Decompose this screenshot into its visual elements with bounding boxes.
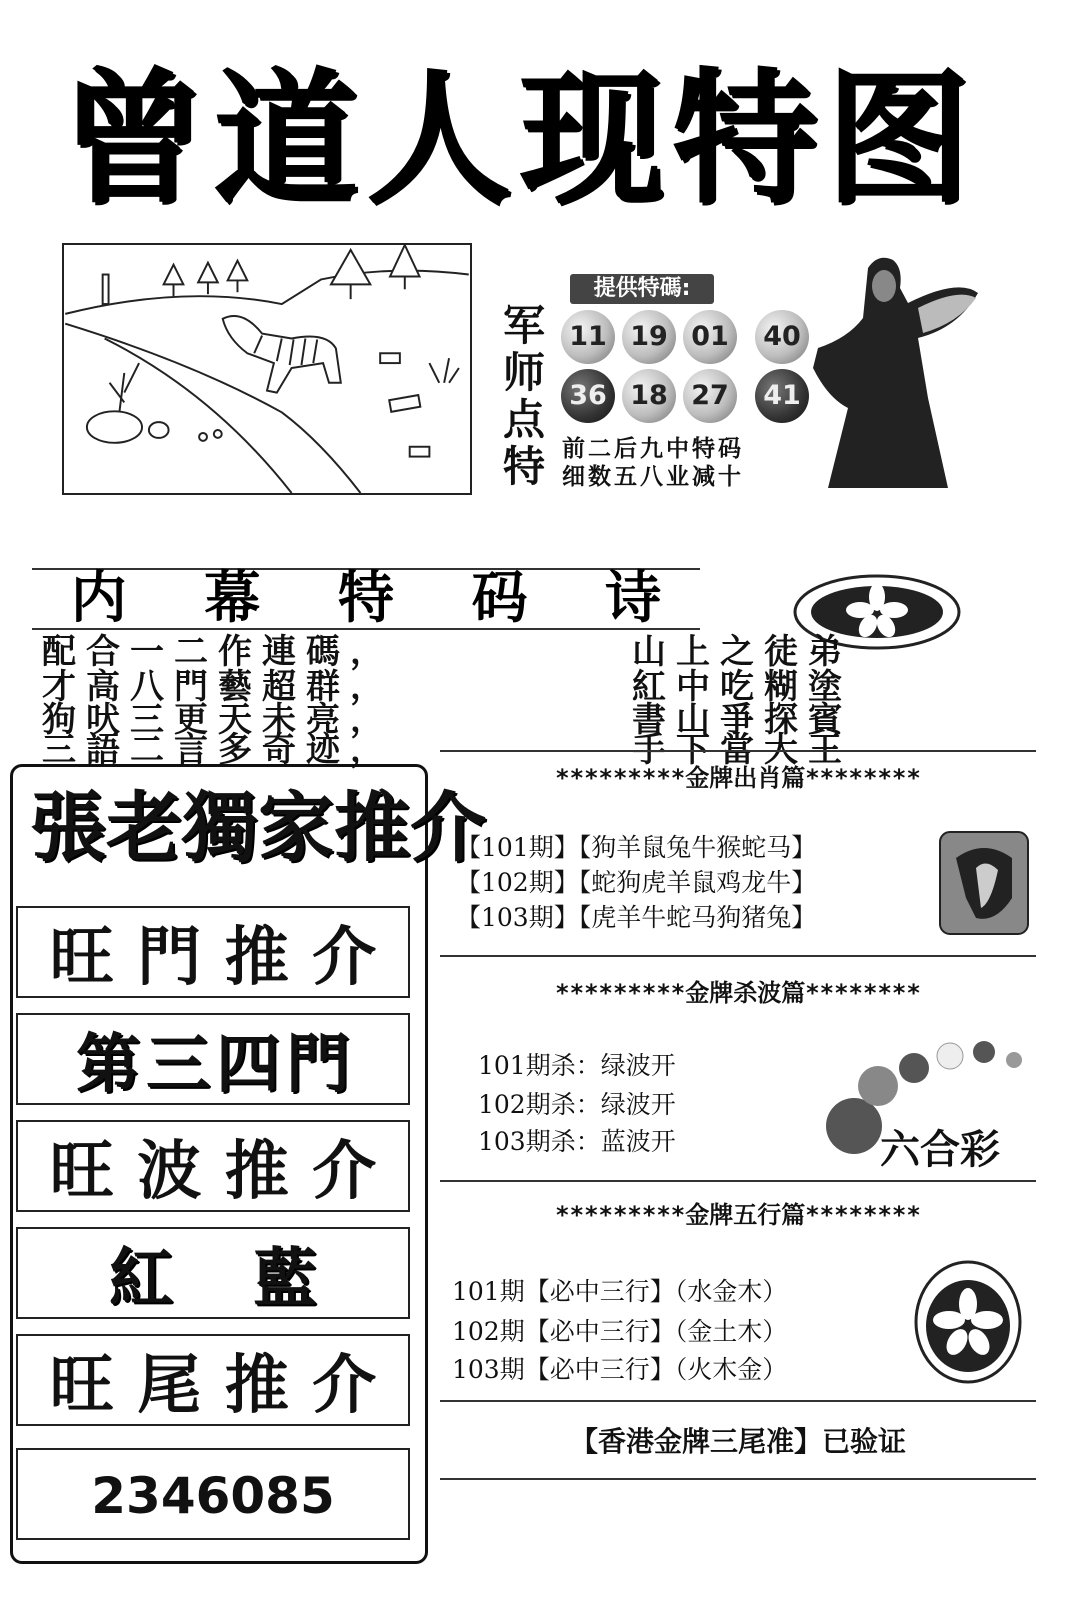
box-char: 介	[312, 1349, 377, 1423]
number-ball: 41	[755, 369, 809, 423]
elephant-icon	[936, 828, 1032, 938]
zodiac-line: 【101期】【狗羊鼠兔牛猴蛇马】	[456, 833, 817, 862]
number-ball: 36	[561, 369, 615, 423]
number-ball: 11	[561, 310, 615, 364]
element-line: 103期【必中三行】（火木金）	[452, 1355, 788, 1384]
zodiac-line: 【103期】【虎羊牛蛇马狗猪兔】	[456, 903, 817, 932]
provide-label: 提供特碼:	[570, 274, 714, 304]
section3-header: *********金牌五行篇********	[555, 1201, 921, 1229]
poem-line-right: 紅中吃糊塗	[632, 667, 852, 707]
recommend-box	[16, 906, 410, 998]
vertical-char: 师	[502, 348, 545, 397]
number-ball: 19	[622, 310, 676, 364]
poem-title-char: 内	[70, 566, 127, 631]
left-panel-title: 張老獨家推介	[30, 783, 486, 872]
poem-line-left: 狗吠三更天未亮，	[42, 700, 394, 740]
box-char: 波	[137, 1135, 202, 1209]
element-line: 101期【必中三行】（水金木）	[452, 1277, 788, 1306]
recommend-box	[16, 1227, 410, 1319]
hint-line: 前二后九中特码	[562, 436, 744, 462]
box-char: 推	[224, 1349, 289, 1423]
bauhinia-emblem-icon	[913, 1258, 1023, 1386]
poem-line-right: 書山爭探賓	[632, 700, 852, 740]
box-char: 第	[76, 1028, 140, 1102]
section1-header: *********金牌出肖篇********	[555, 764, 921, 792]
box-char: 推	[224, 921, 289, 995]
number-ball: 40	[755, 310, 809, 364]
box-char: 旺	[49, 1135, 114, 1209]
recommend-box	[16, 1334, 410, 1426]
box-char: 推	[224, 1135, 289, 1209]
footer-text: 【香港金牌三尾准】已验证	[569, 1425, 906, 1458]
poem-title-char: 诗	[605, 566, 662, 631]
box-char: 三	[146, 1028, 210, 1102]
box-char: 介	[312, 1135, 377, 1209]
vertical-char: 特	[502, 442, 545, 491]
section-header-box	[440, 750, 1036, 810]
box-char: 介	[312, 921, 377, 995]
element-line: 102期【必中三行】（金土木）	[452, 1317, 788, 1346]
vertical-char: 点	[502, 395, 545, 444]
poem-title-char: 特	[337, 566, 394, 631]
vertical-char: 军	[502, 301, 545, 350]
box-char: 旺	[49, 921, 114, 995]
poem-line-left: 三語二言多奇迹，	[42, 730, 394, 770]
wave-line: 102期杀：绿波开	[478, 1090, 676, 1119]
poem-line-left: 配合一二作連碼，	[42, 632, 394, 672]
box-char: 門	[286, 1028, 350, 1102]
box-char: 旺	[49, 1349, 114, 1423]
wave-line: 103期杀：蓝波开	[478, 1127, 676, 1156]
number-ball: 18	[622, 369, 676, 423]
footer-box	[440, 1400, 1036, 1480]
section2-header: *********金牌杀波篇********	[555, 979, 921, 1007]
recommend-box	[16, 1013, 410, 1105]
poem-line-right: 手下當大王	[632, 730, 852, 770]
box-char: 尾	[137, 1349, 202, 1423]
poem-title-char: 码	[471, 566, 528, 631]
box-char: 門	[137, 921, 202, 995]
vertical-label	[497, 302, 551, 490]
recommend-box	[16, 1120, 410, 1212]
zodiac-line: 【102期】【蛇狗虎羊鼠鸡龙牛】	[456, 868, 817, 897]
recommend-number: 2346085	[16, 1448, 410, 1540]
number-ball: 01	[683, 310, 737, 364]
strategist-figure-image	[808, 248, 978, 493]
section-header-box	[440, 1180, 1036, 1250]
box-char: 藍	[253, 1242, 317, 1316]
box-char: 紅	[109, 1242, 173, 1316]
poem-title	[32, 568, 700, 630]
wave-line: 101期杀：绿波开	[478, 1051, 676, 1080]
box-char: 四	[216, 1028, 280, 1102]
hint-line: 细数五八业减十	[562, 464, 744, 490]
zebra-scene-drawing	[64, 245, 470, 493]
number-ball: 27	[683, 369, 737, 423]
mark-six-text: 六合彩	[880, 1126, 1000, 1173]
poem-title-char: 幕	[204, 566, 261, 631]
poem-line-right: 山上之徒弟	[632, 632, 852, 672]
section-header-box	[440, 955, 1036, 1027]
page-title: 曾道人现特图	[60, 55, 978, 224]
poem-line-left: 才高八門藝超群，	[42, 667, 394, 707]
zebra-illustration	[62, 243, 472, 495]
